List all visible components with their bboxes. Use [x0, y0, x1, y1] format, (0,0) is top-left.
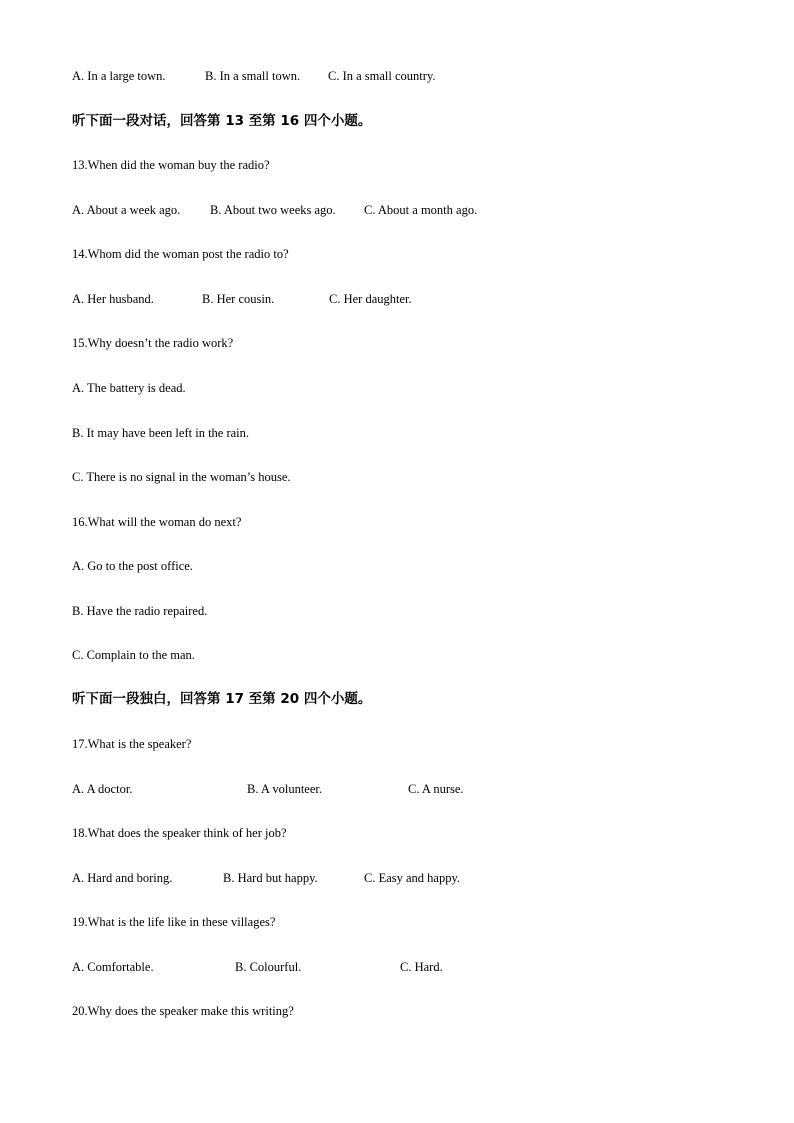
q19-option-b: B. Colourful.: [235, 960, 302, 974]
q17-option-b: B. A volunteer.: [247, 782, 322, 796]
q20-question: 20.Why does the speaker make this writing?: [72, 1004, 294, 1018]
q16-question: 16.What will the woman do next?: [72, 515, 242, 529]
section-heading-13-16: 听下面一段对话，回答第 13 至第 16 四个小题。: [72, 113, 372, 129]
section-heading-17-20: 听下面一段独白，回答第 17 至第 20 四个小题。: [72, 691, 372, 707]
q16-option-c: C. Complain to the man.: [72, 648, 195, 662]
q14-option-b: B. Her cousin.: [202, 292, 275, 306]
q17-question: 17.What is the speaker?: [72, 737, 192, 751]
q13-question: 13.When did the woman buy the radio?: [72, 158, 270, 172]
q16-option-a: A. Go to the post office.: [72, 559, 193, 573]
q19-option-a: A. Comfortable.: [72, 960, 154, 974]
q12-option-c: C. In a small country.: [328, 69, 436, 83]
q14-option-a: A. Her husband.: [72, 292, 154, 306]
q12-option-a: A. In a large town.: [72, 69, 166, 83]
q15-option-b: B. It may have been left in the rain.: [72, 426, 250, 440]
q12-option-b: B. In a small town.: [205, 69, 301, 83]
q15-option-a: A. The battery is dead.: [72, 381, 186, 395]
q13-option-b: B. About two weeks ago.: [210, 203, 336, 217]
q16-option-b: B. Have the radio repaired.: [72, 604, 208, 618]
q19-option-c: C. Hard.: [400, 960, 443, 974]
q18-option-b: B. Hard but happy.: [223, 871, 318, 885]
q17-option-a: A. A doctor.: [72, 782, 133, 796]
q19-question: 19.What is the life like in these villages?: [72, 915, 276, 929]
q14-option-c: C. Her daughter.: [329, 292, 412, 306]
q15-question: 15.Why doesn’t the radio work?: [72, 336, 234, 350]
q18-question: 18.What does the speaker think of her job?: [72, 826, 287, 840]
q18-option-a: A. Hard and boring.: [72, 871, 173, 885]
q17-option-c: C. A nurse.: [408, 782, 464, 796]
q14-question: 14.Whom did the woman post the radio to?: [72, 247, 289, 261]
q18-option-c: C. Easy and happy.: [364, 871, 461, 885]
q13-option-c: C. About a month ago.: [364, 203, 478, 217]
q15-option-c: C. There is no signal in the woman’s house.: [72, 470, 291, 484]
q13-option-a: A. About a week ago.: [72, 203, 181, 217]
